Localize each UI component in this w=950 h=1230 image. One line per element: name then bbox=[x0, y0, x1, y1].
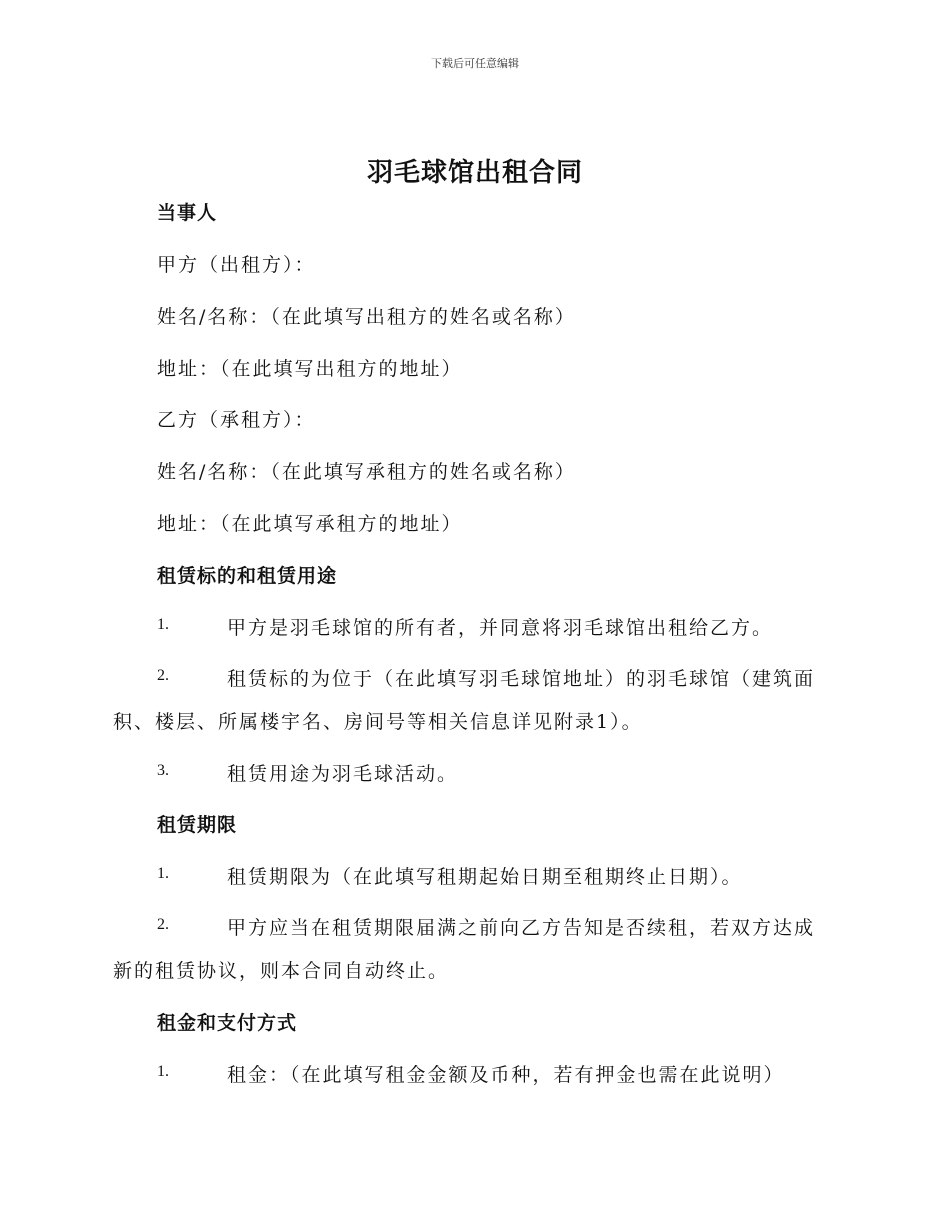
list-item: 甲方应当在租赁期限届满之前向乙方告知是否续租，若双方达成 bbox=[227, 917, 816, 939]
section-heading-subject: 租赁标的和租赁用途 bbox=[157, 565, 338, 587]
list-number: 1. bbox=[157, 616, 169, 633]
list-number: 2. bbox=[157, 916, 169, 933]
list-number: 1. bbox=[157, 865, 169, 882]
list-item: 租金：（在此填写租金金额及币种，若有押金也需在此说明） bbox=[227, 1064, 785, 1086]
lessor-address-field: 地址：（在此填写出租方的地址） bbox=[157, 358, 463, 380]
lessor-label: 甲方（出租方）： bbox=[157, 254, 316, 276]
header-note: 下载后可任意编辑 bbox=[431, 57, 519, 70]
list-item: 租赁期限为（在此填写租期起始日期至租期终止日期）。 bbox=[227, 866, 743, 888]
list-item: 租赁标的为位于（在此填写羽毛球馆地址）的羽毛球馆（建筑面 bbox=[227, 668, 816, 690]
list-item-continuation: 新的租赁协议，则本合同自动终止。 bbox=[113, 960, 450, 982]
list-item-continuation: 积、楼层、所属楼宇名、房间号等相关信息详见附录1）。 bbox=[113, 711, 643, 733]
list-number: 3. bbox=[157, 762, 169, 779]
list-item: 租赁用途为羽毛球活动。 bbox=[227, 763, 459, 785]
lessee-name-field: 姓名/名称：（在此填写承租方的姓名或名称） bbox=[157, 461, 576, 483]
section-heading-rent: 租金和支付方式 bbox=[157, 1012, 298, 1034]
lessor-name-field: 姓名/名称：（在此填写出租方的姓名或名称） bbox=[157, 306, 576, 328]
section-heading-term: 租赁期限 bbox=[157, 814, 238, 836]
lessee-label: 乙方（承租方）： bbox=[157, 409, 316, 431]
section-heading-parties: 当事人 bbox=[157, 202, 218, 224]
document-title: 羽毛球馆出租合同 bbox=[366, 158, 583, 188]
list-item: 甲方是羽毛球馆的所有者，并同意将羽毛球馆出租给乙方。 bbox=[227, 617, 774, 639]
lessee-address-field: 地址：（在此填写承租方的地址） bbox=[157, 513, 463, 535]
list-number: 1. bbox=[157, 1063, 169, 1080]
list-number: 2. bbox=[157, 667, 169, 684]
